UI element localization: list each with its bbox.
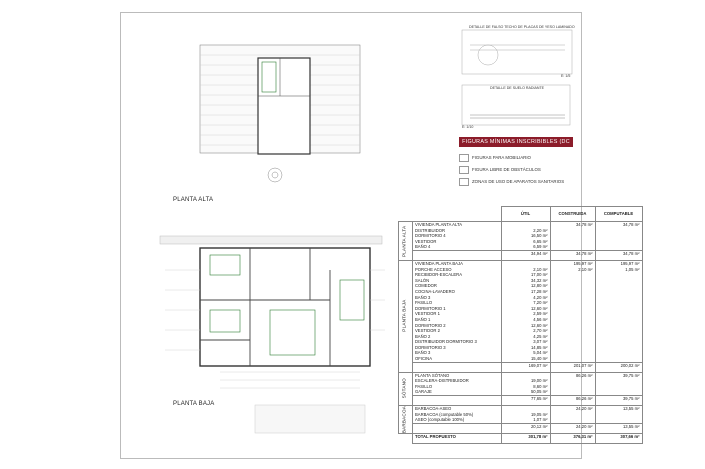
col-util: ÚTIL	[501, 207, 550, 222]
floor-detail-scale: E: 1/10	[462, 125, 474, 129]
construida-value: 86,26 m²	[550, 372, 595, 395]
col-computable: COMPUTABLE	[595, 207, 642, 222]
floor-detail-title: DETALLE DE SUELO RADIANTE	[490, 86, 545, 90]
table-row	[399, 406, 643, 424]
computable-value: 195,97 m² 1,05 m²	[595, 260, 642, 362]
total-row: TOTAL PROPUESTO 301,78 m² 376,31 m² 307,66 m²	[399, 434, 643, 444]
ceiling-detail-scale: E: 1/5	[561, 74, 571, 78]
surfaces-table	[398, 206, 643, 444]
free-figure-icon	[459, 166, 469, 174]
computable-value: 39,75 m²	[595, 372, 642, 395]
upper-floor-label: PLANTA ALTA	[173, 197, 214, 203]
table-row	[399, 260, 643, 362]
util-values: 2,10 m² 17,00 m² 34,32 m² 12,80 m² 17,28 m² 4,20 m² 7,20 m² 12,60 m² 2,59 m² 4,56 m² 12,60 m² 2,70 m² 4,25 m² 3,07 m² 14,85 m² 5,04 m² 15,40 m²	[501, 260, 550, 362]
col-construida: CONSTRUIDA	[550, 207, 595, 222]
table-row	[399, 222, 643, 251]
computable-value: 13,55 m²	[595, 406, 642, 424]
section-label: SÓTANO	[399, 372, 413, 405]
legend-label: FIGURA LIBRE DE OBSTÁCULOS	[472, 167, 541, 173]
subtotal-row: 77,65 m² 86,26 m² 39,75 m²	[399, 396, 643, 406]
legend-label: FIGURAS PARA MOBILIARIO	[472, 155, 531, 161]
table-row	[399, 372, 643, 395]
ceiling-detail-title: DETALLE DE FALSO TECHO DE PLACAS DE YESO LAMINADO	[469, 25, 575, 29]
legend-label: ZONAS DE USO DE APARATOS SANITARIOS	[472, 179, 565, 185]
ground-floor-label: PLANTA BAJA	[173, 401, 215, 407]
room-list: PLANTA SÓTANO ESCALERA-DISTRIBUIDOR PASILLO GARAJE	[413, 372, 502, 395]
util-values: 2,20 m² 16,50 m² 6,65 m² 6,59 m²	[501, 222, 550, 251]
sanitary-icon	[459, 178, 469, 186]
figures-banner: FIGURAS MÍNIMAS INSCRIBIBLES (DC 09)	[459, 137, 573, 147]
legend-free-figure	[459, 166, 541, 174]
construida-value: 34,78 m²	[550, 222, 595, 251]
section-label: PLANTA BAJA	[399, 260, 413, 372]
room-list: BARBACOA-ASEO BARBACOA (computable 50%) ASEO (computable 100%)	[413, 406, 502, 424]
total-label: TOTAL PROPUESTO	[413, 434, 502, 444]
section-label: PLANTA ALTA	[399, 222, 413, 261]
furniture-icon	[459, 154, 469, 162]
subtotal-row: 169,07 m² 201,07 m² 200,02 m²	[399, 362, 643, 372]
subtotal-row: 34,94 m² 34,78 m² 34,78 m²	[399, 250, 643, 260]
legend-furniture	[459, 154, 531, 162]
construida-value: 195,97 m² 2,10 m²	[550, 260, 595, 362]
room-list: VIVIENDA PLANTA BAJA PORCHE ACCESO RECIBIDOR-ESCALERA SALÓN COMEDOR COCINA-LAVADERO BAÑO 3 PASILLO DORMITORIO 1 VESTIDOR 1 BAÑO 1 DORMITORIO 2 VESTIDOR 2 BAÑO 2 DISTRIBUIDOR DORMITORIO 3 DORMITORIO 3 BAÑO 3 OFICINA	[413, 260, 502, 362]
room-list: VIVIENDA PLANTA ALTA DISTRIBUIDOR DORMITORIO 4 VESTIDOR BAÑO 4	[413, 222, 502, 251]
section-label: BARBACOA	[399, 406, 413, 434]
table-header-row	[399, 207, 643, 222]
util-values: 19,05 m² 1,07 m²	[501, 406, 550, 424]
construida-value: 24,20 m²	[550, 406, 595, 424]
computable-value: 34,78 m²	[595, 222, 642, 251]
legend-sanitary	[459, 178, 564, 186]
subtotal-row: 20,12 m² 24,20 m² 13,55 m²	[399, 424, 643, 434]
util-values: 19,00 m² 8,60 m² 50,05 m²	[501, 372, 550, 395]
